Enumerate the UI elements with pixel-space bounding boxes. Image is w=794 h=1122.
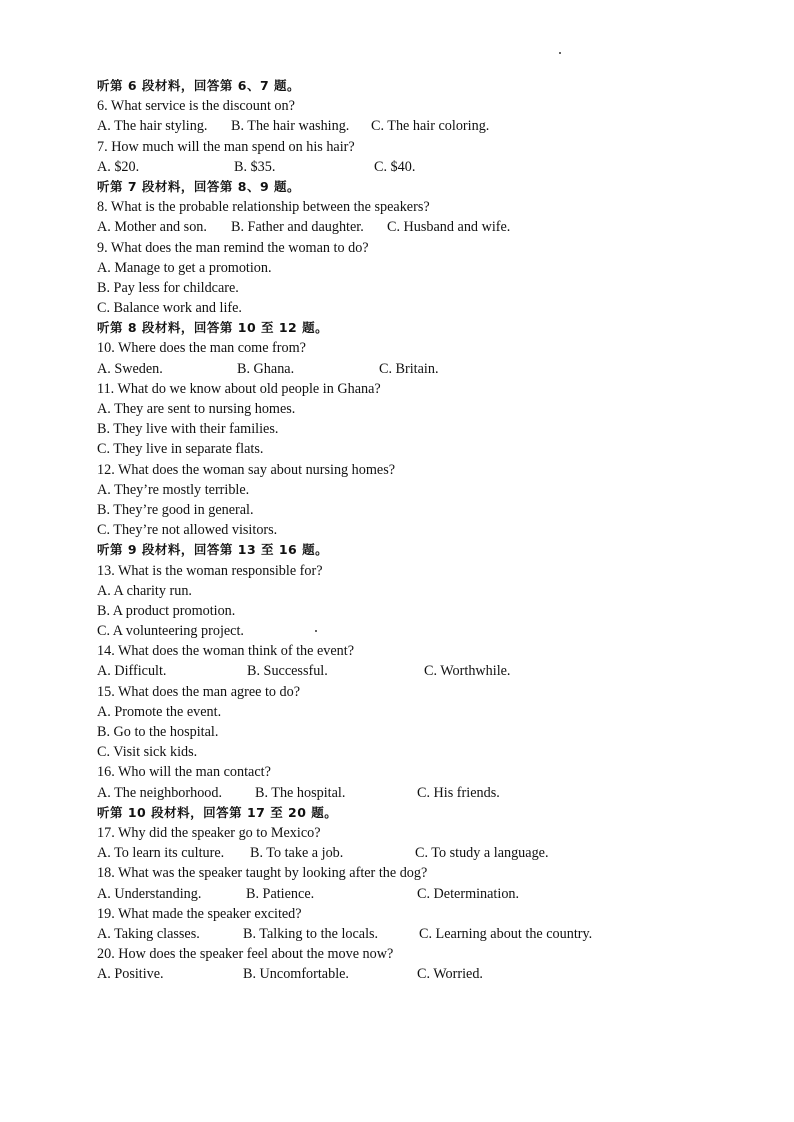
answer-option: B. Father and daughter. (231, 219, 364, 236)
answer-option: A. Mother and son. (97, 219, 207, 236)
answer-options-row (97, 964, 757, 984)
answer-option: A. A charity run. (97, 582, 192, 599)
question-text: 15. What does the man agree to do? (97, 683, 301, 700)
answer-option: B. $35. (234, 158, 276, 175)
answer-options-row (97, 217, 757, 237)
question-text: 8. What is the probable relationship between the speakers? (97, 199, 430, 216)
answer-option: C. Learning about the country. (419, 925, 593, 942)
answer-option: B. They live with their families. (97, 421, 279, 438)
answer-option: C. They live in separate flats. (97, 441, 264, 458)
answer-option: A. Manage to get a promotion. (97, 259, 272, 276)
question-text: 19. What made the speaker excited? (97, 905, 302, 922)
answer-option: A. They’re mostly terrible. (97, 481, 250, 498)
answer-option: B. Successful. (247, 663, 328, 680)
question-text: 17. Why did the speaker go to Mexico? (97, 824, 321, 841)
answer-option: C. Britain. (379, 360, 439, 377)
answer-option: B. Talking to the locals. (243, 925, 379, 942)
answer-option: A. They are sent to nursing homes. (97, 401, 296, 417)
answer-option: A. Positive. (97, 966, 164, 983)
answer-option: A. To learn its culture. (97, 845, 225, 862)
answer-option: C. Worthwhile. (424, 663, 511, 680)
section-heading: 听第 6 段材料，回答第 6、7 题。 (97, 78, 301, 93)
answer-option: C. Visit sick kids. (97, 744, 198, 761)
answer-option: C. They’re not allowed visitors. (97, 522, 278, 539)
question-text: 13. What is the woman responsible for? (97, 562, 323, 579)
section-heading: 听第 7 段材料，回答第 8、9 题。 (97, 178, 301, 194)
answer-option: B. Patience. (246, 885, 315, 902)
scan-speck (559, 52, 561, 54)
answer-options-row (97, 884, 757, 904)
question-text: 7. How much will the man spend on his hair? (97, 138, 355, 155)
answer-option: C. Balance work and life. (97, 300, 242, 317)
answer-option: A. $20. (97, 158, 140, 175)
answer-option: C. Husband and wife. (387, 219, 511, 236)
answer-option: A. Promote the event. (97, 703, 222, 720)
answer-option: B. Uncomfortable. (243, 966, 349, 983)
answer-option: B. The hair washing. (231, 118, 350, 135)
answer-option: C. The hair coloring. (371, 118, 490, 135)
answer-option: B. They’re good in general. (97, 501, 254, 518)
answer-option: A. Taking classes. (97, 925, 200, 942)
listening-questions (97, 76, 757, 984)
answer-option: A. Understanding. (97, 885, 202, 902)
answer-options-row (97, 157, 757, 177)
answer-options-row (97, 359, 757, 379)
answer-option: A. The neighborhood. (97, 784, 223, 801)
answer-option: A. The hair styling. (97, 118, 208, 135)
answer-option: B. Pay less for childcare. (97, 279, 239, 296)
question-text: 20. How does the speaker feel about the move now? (97, 946, 394, 963)
answer-options-row (97, 843, 757, 863)
question-text: 16. Who will the man contact? (97, 764, 271, 781)
answer-option: B. Ghana. (237, 360, 295, 377)
question-text: 9. What does the man remind the woman to do? (97, 239, 369, 256)
answer-option: A. Sweden. (97, 360, 163, 377)
section-heading: 听第 9 段材料，回答第 13 至 16 题。 (97, 542, 329, 558)
answer-option: C. To study a language. (415, 845, 549, 862)
answer-options-row (97, 924, 757, 944)
answer-option: B. The hospital. (255, 784, 346, 801)
answer-options-row (97, 661, 757, 681)
answer-option: C. A volunteering project. (97, 623, 244, 640)
answer-options-row (97, 116, 757, 136)
question-text: 10. Where does the man come from? (97, 340, 306, 357)
question-text: 14. What does the woman think of the event? (97, 643, 355, 660)
answer-option: B. Go to the hospital. (97, 724, 219, 740)
question-text: 11. What do we know about old people in Ghana? (97, 380, 381, 397)
section-heading: 听第 8 段材料，回答第 10 至 12 题。 (97, 320, 329, 336)
section-heading: 听第 10 段材料，回答第 17 至 20 题。 (97, 804, 338, 820)
answer-option: C. Worried. (417, 966, 483, 983)
answer-option: C. $40. (374, 158, 416, 175)
question-text: 12. What does the woman say about nursing homes? (97, 461, 396, 478)
answer-option: C. Determination. (417, 885, 520, 902)
answer-options-row (97, 783, 757, 803)
answer-option: C. His friends. (417, 784, 500, 801)
answer-option: A. Difficult. (97, 663, 167, 680)
answer-option: B. A product promotion. (97, 602, 236, 619)
question-text: 6. What service is the discount on? (97, 98, 295, 115)
question-text: 18. What was the speaker taught by looking after the dog? (97, 865, 428, 882)
answer-option: B. To take a job. (250, 845, 344, 862)
